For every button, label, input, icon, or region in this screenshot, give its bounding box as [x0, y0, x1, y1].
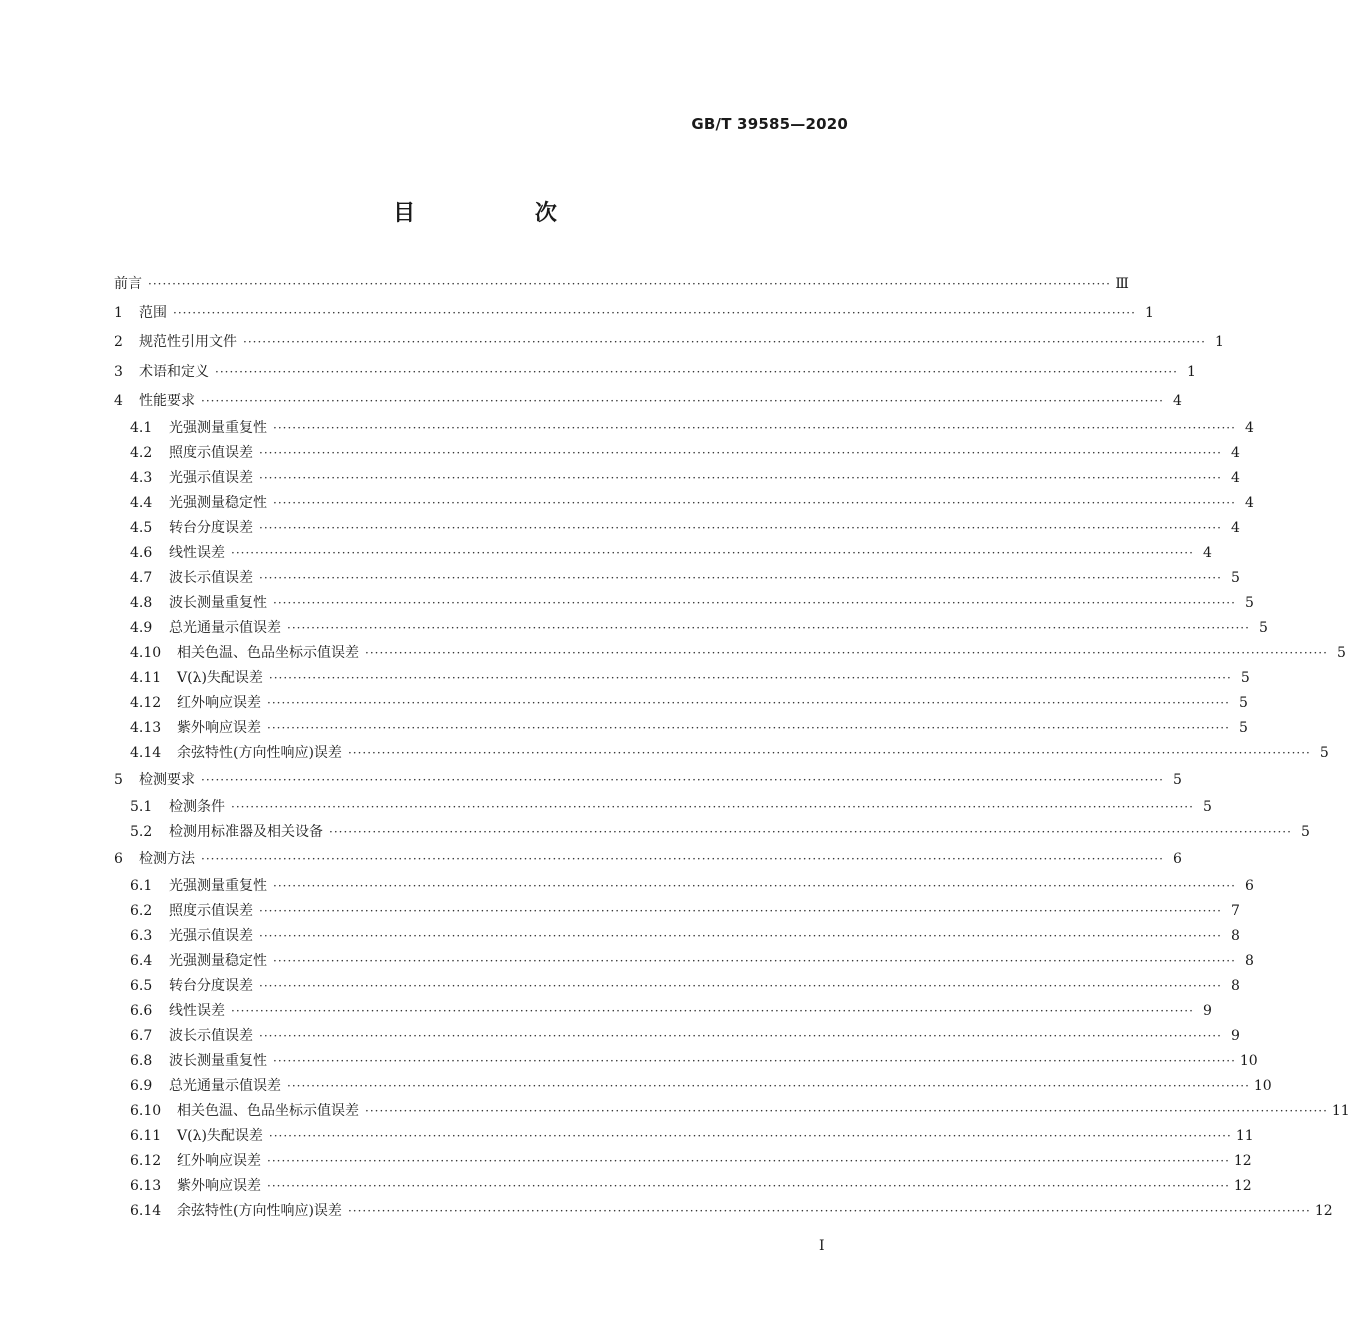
toc-entry-page: Ⅲ	[1115, 276, 1129, 292]
toc-leader-dots: ········································································································································································································	[215, 364, 1178, 379]
toc-entry[interactable]	[114, 874, 1254, 899]
toc-leader-dots: ········································································································································································································	[365, 1104, 1328, 1119]
toc-leader-dots: ········································································································································································································	[329, 825, 1292, 840]
toc-entry-label: 检测条件	[169, 799, 225, 816]
toc-entry-page: 5	[1336, 644, 1346, 661]
toc-entry-label: 光强测量重复性	[169, 878, 267, 895]
toc-entry-number: 6.6	[130, 1003, 153, 1020]
toc-leader-dots: ········································································································································································································	[231, 1004, 1194, 1019]
toc-entry[interactable]	[114, 328, 1224, 357]
toc-entry[interactable]	[114, 616, 1268, 641]
toc-entry-number: 4.10	[130, 644, 162, 661]
toc-entry-number: 4.12	[130, 694, 162, 711]
toc-leader-dots: ········································································································································································································	[259, 445, 1222, 460]
toc-entry-page: 9	[1230, 1028, 1240, 1045]
toc-entry-number: 5	[114, 771, 123, 788]
toc-entry-number: 4.1	[130, 419, 153, 436]
toc-entry-label: 检测方法	[139, 851, 195, 868]
toc-leader-dots: ········································································································································································································	[267, 1154, 1230, 1169]
toc-leader-dots: ········································································································································································································	[243, 335, 1206, 350]
toc-leader-dots: ········································································································································································································	[273, 1054, 1236, 1069]
toc-leader-dots: ········································································································································································································	[231, 545, 1194, 560]
toc-entry-number: 4.13	[130, 719, 162, 736]
toc-entry-number: 4.3	[130, 469, 153, 486]
toc-leader-dots: ········································································································································································································	[259, 570, 1222, 585]
toc-entry-label: 紫外响应误差	[177, 719, 261, 736]
toc-entry[interactable]	[114, 1099, 1350, 1124]
toc-entry-label: 相关色温、色品坐标示值误差	[177, 644, 359, 661]
toc-entry-label: 线性误差	[169, 544, 225, 561]
toc-entry-page: 7	[1230, 903, 1240, 920]
toc-entry-page: 6	[1244, 878, 1254, 895]
toc-entry-page: 4	[1244, 419, 1254, 436]
toc-entry[interactable]	[114, 491, 1254, 516]
toc-entry[interactable]	[114, 387, 1182, 416]
toc-entry-number: 4.6	[130, 544, 153, 561]
toc-entry-number: 4.5	[130, 519, 153, 536]
toc-entry-page: 5	[1240, 669, 1250, 686]
toc-entry[interactable]	[114, 299, 1154, 328]
toc-entry-number: 5.1	[130, 799, 153, 816]
toc-leader-dots: ········································································································································································································	[347, 745, 1311, 760]
toc-entry-label: 范围	[139, 305, 167, 322]
toc-entry-label: 光强测量重复性	[169, 419, 267, 436]
toc-entry-page: 6	[1172, 851, 1182, 868]
toc-entry-label: 光强示值误差	[169, 928, 253, 945]
toc-entry[interactable]	[114, 1124, 1254, 1149]
toc-entry-label: 波长测量重复性	[169, 594, 267, 611]
toc-entry[interactable]	[114, 974, 1240, 999]
toc-entry[interactable]	[114, 566, 1240, 591]
footer-page-number: I	[819, 1238, 825, 1254]
toc-entry[interactable]	[114, 270, 1129, 299]
toc-leader-dots: ········································································································································································································	[259, 1029, 1222, 1044]
toc-leader-dots: ········································································································································································································	[268, 670, 1232, 685]
toc-entry-page: 1	[1214, 334, 1224, 351]
page-title: 目 次	[393, 201, 613, 226]
toc-leader-dots: ········································································································································································································	[259, 520, 1222, 535]
toc-entry-page: 5	[1300, 824, 1310, 841]
toc-entry-page: 1	[1144, 305, 1154, 322]
toc-entry-page: 5	[1172, 771, 1182, 788]
toc-entry-number: 4.4	[130, 494, 153, 511]
toc-leader-dots: ········································································································································································································	[273, 954, 1236, 969]
toc-entry-number: 4.14	[130, 744, 162, 761]
toc-entry[interactable]	[114, 741, 1329, 766]
toc-entry-page: 9	[1202, 1003, 1212, 1020]
toc-entry-page: 4	[1230, 519, 1240, 536]
toc-entry-page: 4	[1230, 469, 1240, 486]
toc-entry[interactable]	[114, 641, 1346, 666]
toc-leader-dots: ········································································································································································································	[347, 1204, 1311, 1219]
toc-entry[interactable]	[114, 1174, 1252, 1199]
toc-entry-label: 转台分度误差	[169, 978, 253, 995]
toc-entry[interactable]	[114, 924, 1240, 949]
toc-entry[interactable]	[114, 1199, 1333, 1224]
toc-entry-number: 4.11	[130, 669, 162, 686]
toc-leader-dots: ········································································································································································································	[173, 306, 1136, 321]
toc-entry[interactable]	[114, 516, 1240, 541]
toc-entry-page: 4	[1202, 544, 1212, 561]
toc-entry[interactable]	[114, 1149, 1252, 1174]
toc-entry-label: V(λ)失配误差	[177, 1128, 263, 1145]
toc-entry-page: 4	[1244, 494, 1254, 511]
toc-entry-page: 1	[1186, 363, 1196, 380]
toc-entry-number: 6.9	[130, 1078, 153, 1095]
toc-entry-label: 余弦特性(方向性响应)误差	[177, 744, 342, 761]
toc-entry-number: 4.2	[130, 444, 153, 461]
toc-entry-label: 总光通量示值误差	[169, 1078, 281, 1095]
toc-leader-dots: ········································································································································································································	[267, 1179, 1230, 1194]
toc-entry[interactable]	[114, 1074, 1272, 1099]
toc-entry-page: 5	[1230, 569, 1240, 586]
toc-entry-number: 6.10	[130, 1103, 162, 1120]
toc-entry-label: 光强测量稳定性	[169, 494, 267, 511]
toc-entry-label: 波长示值误差	[169, 1028, 253, 1045]
toc-entry[interactable]	[114, 716, 1248, 741]
toc-entry-label: V(λ)失配误差	[177, 669, 263, 686]
toc-leader-dots: ········································································································································································································	[148, 277, 1111, 291]
toc-entry-page: 11	[1235, 1128, 1254, 1145]
toc-entry[interactable]	[114, 416, 1254, 441]
toc-entry-label: 前言	[114, 276, 142, 292]
toc-entry-label: 性能要求	[139, 392, 195, 409]
toc-entry-number: 5.2	[130, 824, 153, 841]
toc-entry-number: 6.14	[130, 1203, 162, 1220]
toc-entry-label: 红外响应误差	[177, 1153, 261, 1170]
toc-leader-dots: ········································································································································································································	[268, 1129, 1232, 1144]
toc-leader-dots: ········································································································································································································	[273, 420, 1236, 435]
toc-entry-number: 6.7	[130, 1028, 153, 1045]
toc-entry[interactable]	[114, 591, 1254, 616]
toc-entry-page: 8	[1230, 928, 1240, 945]
toc-entry-label: 检测用标准器及相关设备	[169, 824, 323, 841]
toc-leader-dots: ········································································································································································································	[273, 495, 1236, 510]
toc-entry[interactable]	[114, 949, 1254, 974]
toc-entry-page: 8	[1244, 953, 1254, 970]
toc-entry[interactable]	[114, 766, 1182, 795]
toc-entry-page: 10	[1253, 1078, 1272, 1095]
toc-entry[interactable]	[114, 1024, 1240, 1049]
toc-entry-page: 5	[1319, 744, 1329, 761]
toc-leader-dots: ········································································································································································································	[259, 470, 1222, 485]
toc-entry-number: 6	[114, 851, 123, 868]
toc-entry[interactable]	[114, 666, 1250, 691]
toc-entry-page: 8	[1230, 978, 1240, 995]
table-of-contents	[114, 270, 1350, 1224]
toc-leader-dots: ········································································································································································································	[259, 979, 1222, 994]
toc-entry[interactable]	[114, 820, 1310, 845]
toc-entry-number: 4.7	[130, 569, 153, 586]
toc-entry-number: 6.4	[130, 953, 153, 970]
toc-entry-page: 5	[1258, 619, 1268, 636]
toc-entry[interactable]	[114, 691, 1248, 716]
toc-entry-label: 总光通量示值误差	[169, 619, 281, 636]
toc-entry[interactable]	[114, 795, 1212, 820]
standard-code: GB/T 39585—2020	[691, 115, 848, 133]
toc-entry-number: 4.8	[130, 594, 153, 611]
toc-entry-number: 4	[114, 392, 123, 409]
toc-leader-dots: ········································································································································································································	[201, 852, 1164, 867]
toc-entry-number: 6.13	[130, 1178, 162, 1195]
toc-entry-label: 波长示值误差	[169, 569, 253, 586]
toc-entry[interactable]	[114, 899, 1240, 924]
toc-leader-dots: ········································································································································································································	[287, 1079, 1250, 1094]
toc-entry-label: 照度示值误差	[169, 444, 253, 461]
toc-entry-page: 5	[1238, 694, 1248, 711]
toc-entry-page: 10	[1239, 1053, 1258, 1070]
toc-entry-label: 波长测量重复性	[169, 1053, 267, 1070]
toc-entry-label: 紫外响应误差	[177, 1178, 261, 1195]
toc-entry-number: 6.5	[130, 978, 153, 995]
toc-entry-page: 5	[1238, 719, 1248, 736]
toc-entry-number: 6.11	[130, 1128, 162, 1145]
toc-entry-page: 12	[1233, 1178, 1252, 1195]
toc-entry-page: 5	[1202, 799, 1212, 816]
toc-leader-dots: ········································································································································································································	[201, 772, 1164, 787]
toc-entry-label: 光强测量稳定性	[169, 953, 267, 970]
toc-entry[interactable]	[114, 358, 1196, 387]
toc-entry-number: 6.1	[130, 878, 153, 895]
toc-leader-dots: ········································································································································································································	[231, 800, 1194, 815]
toc-entry[interactable]	[114, 466, 1240, 491]
toc-leader-dots: ········································································································································································································	[259, 904, 1222, 919]
toc-entry[interactable]	[114, 999, 1212, 1024]
toc-entry-number: 3	[114, 363, 123, 380]
toc-entry-number: 6.3	[130, 928, 153, 945]
toc-leader-dots: ········································································································································································································	[267, 720, 1230, 735]
toc-entry-number: 6.8	[130, 1053, 153, 1070]
toc-leader-dots: ········································································································································································································	[273, 879, 1236, 894]
toc-entry[interactable]	[114, 845, 1182, 874]
toc-entry-number: 6.12	[130, 1153, 162, 1170]
toc-entry-label: 转台分度误差	[169, 519, 253, 536]
toc-entry-label: 余弦特性(方向性响应)误差	[177, 1203, 342, 1220]
toc-entry-page: 4	[1172, 392, 1182, 409]
toc-entry-label: 线性误差	[169, 1003, 225, 1020]
toc-entry-page: 12	[1314, 1203, 1333, 1220]
toc-entry[interactable]	[114, 441, 1240, 466]
toc-entry-label: 光强示值误差	[169, 469, 253, 486]
toc-entry-page: 5	[1244, 594, 1254, 611]
toc-leader-dots: ········································································································································································································	[267, 695, 1230, 710]
toc-entry-label: 红外响应误差	[177, 694, 261, 711]
toc-entry-label: 检测要求	[139, 771, 195, 788]
toc-entry-label: 相关色温、色品坐标示值误差	[177, 1103, 359, 1120]
toc-leader-dots: ········································································································································································································	[201, 393, 1164, 408]
toc-entry-label: 术语和定义	[139, 363, 209, 380]
toc-leader-dots: ········································································································································································································	[365, 645, 1328, 660]
toc-entry-number: 6.2	[130, 903, 153, 920]
toc-entry-label: 照度示值误差	[169, 903, 253, 920]
toc-entry-page: 4	[1230, 444, 1240, 461]
toc-entry-number: 2	[114, 334, 123, 351]
toc-entry-page: 11	[1331, 1103, 1350, 1120]
toc-leader-dots: ········································································································································································································	[259, 929, 1222, 944]
toc-leader-dots: ········································································································································································································	[287, 620, 1250, 635]
toc-entry-number: 4.9	[130, 619, 153, 636]
toc-entry[interactable]	[114, 1049, 1258, 1074]
toc-entry[interactable]	[114, 541, 1212, 566]
toc-entry-label: 规范性引用文件	[139, 334, 237, 351]
toc-entry-number: 1	[114, 305, 123, 322]
toc-leader-dots: ········································································································································································································	[273, 595, 1236, 610]
toc-entry-page: 12	[1233, 1153, 1252, 1170]
